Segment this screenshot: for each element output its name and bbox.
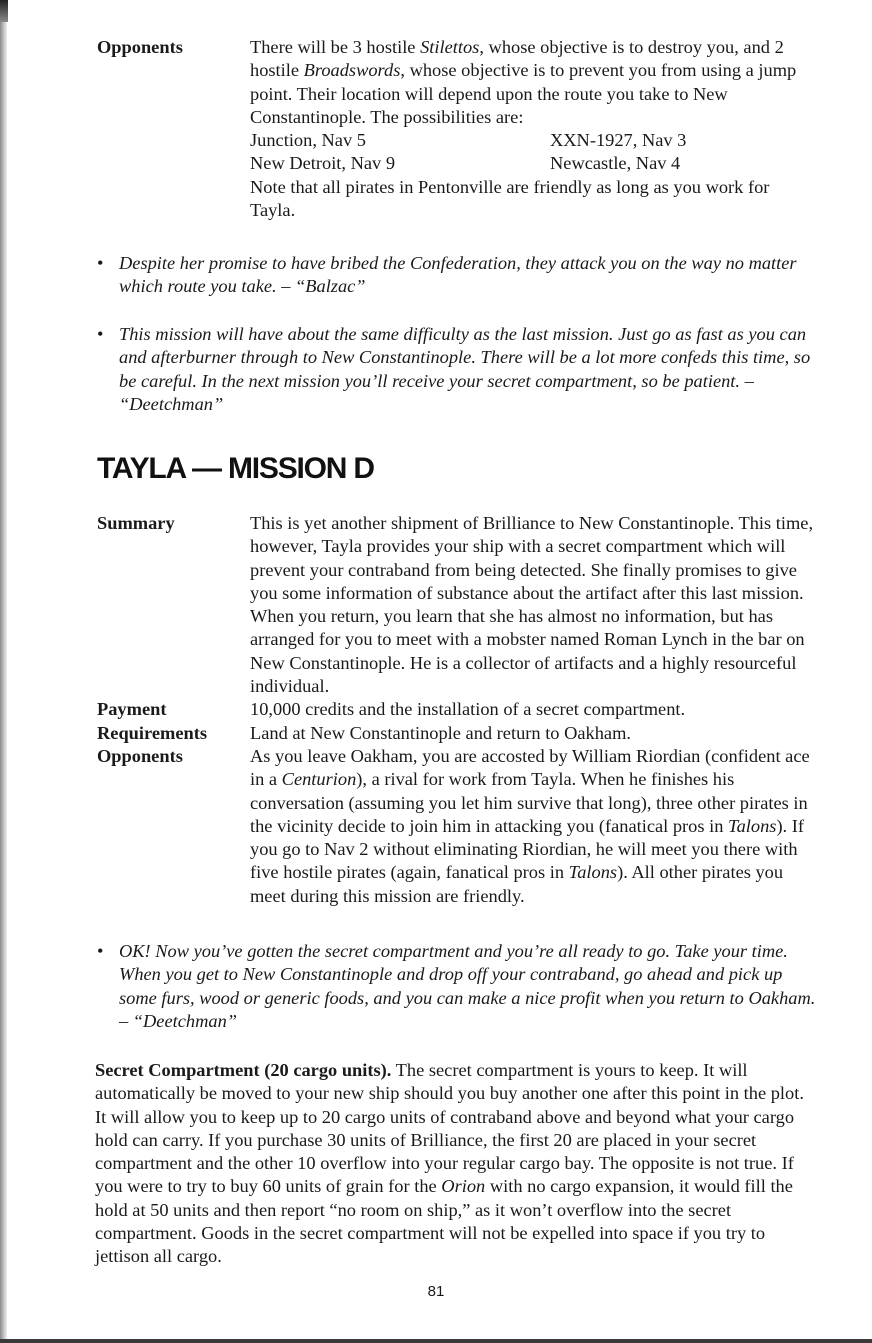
location-item: New Detroit, Nav 9 <box>250 153 396 174</box>
mission-c-opponents-section <box>97 36 817 222</box>
ship-name: Talons <box>568 862 618 883</box>
section-heading: TAYLA — MISSION D <box>97 452 374 485</box>
opponents-description: There will be 3 hostile Stilettos, whose objective is to destroy you, and 2 hostile Broadswords, whose objective is to prevent you from using a jump point. Their location will depend upon the route you take to New Constantinople. The possibilities are: Junction, Nav 5 XXN-1927, Nav 3 New Detroit, Nav 9 Newcastle, Nav 4 Note that all pirates in Pentonville are friendly as long as you work for Tayla. <box>250 36 817 222</box>
definition-row-opponents <box>97 745 817 908</box>
term-label: Opponents <box>97 37 183 57</box>
requirements-text: Land at New Constantinople and return to Oakham. <box>250 722 631 743</box>
definition-row-requirements <box>97 722 817 745</box>
bullet-icon: • <box>97 324 104 344</box>
secret-compartment-paragraph: Secret Compartment (20 cargo units). The secret compartment is yours to keep. It will automatically be moved to your new ship should you buy another one after this point in the plot. It will allow you to keep up to 20 cargo units of contraband above and beyond what your cargo hold can carry. If you purchase 30 units of Brilliance, the first 20 are placed in your secret compartment and the other 10 overflow into your regular cargo bay. The opposite is not true. If you were to try to buy 60 units of grain for the Orion with no cargo expansion, it would fill the hold at 50 units and then report “no room on ship,” as it won’t overflow into the secret compartment. Goods in the secret compartment will not be expelled into space if you try to jettison all cargo. <box>95 1060 804 1267</box>
ship-name: Centurion <box>281 769 357 790</box>
tip-text: This mission will have about the same difficulty as the last mission. Just go as fast as you can and afterburner through to New Constantinople. There will be a lot more confeds this time, so be careful. In the next mission you’ll receive your secret compartment, so be patient. – “Deetchman” <box>119 324 811 414</box>
locations-grid <box>250 129 817 176</box>
location-item: XXN-1927, Nav 3 <box>550 130 687 151</box>
term-label: Payment <box>97 699 167 720</box>
term-label: Summary <box>97 513 175 533</box>
bullet-icon: • <box>97 253 104 273</box>
ship-name: Stilettos <box>420 37 480 57</box>
ship-name: Broadswords <box>303 60 401 81</box>
tip-text: Despite her promise to have bribed the Confederation, they attack you on the way no matter which route you take. – “Balzac” <box>119 253 797 297</box>
ship-name: Talons <box>728 815 777 836</box>
opponents-description: As you leave Oakham, you are accosted by William Riordian (confident ace in a Centurion), a rival for work from Tayla. When he finishes his conversation (assuming you let him survive that long), three other pirates in the vicinity decide to join him in attacking you (fanatical pros in Talons). If you go to Nav 2 without eliminating Riordian, he will meet you there with five hostile pirates (again, fanatical pros in Talons). All other pirates you meet during this mission are friendly. <box>250 745 810 906</box>
bullet-icon: • <box>97 941 104 961</box>
paragraph-title: Secret Compartment (20 cargo units). <box>95 1060 392 1080</box>
location-item: Newcastle, Nav 4 <box>550 153 681 174</box>
mission-c-tip-2 <box>97 323 817 416</box>
summary-text: This is yet another shipment of Brilliance to New Constantinople. This time, however, Tayla provides your ship with a secret compartment which will prevent your contraband from being detected. She finally promises to give you some information of substance about the artifact after this last mission. When you return, you learn that she has almost no information, but has arranged for you to meet with a mobster named Roman Lynch in the bar on New Constantinople. He is a collector of artifacts and a highly resourceful individual. <box>250 513 814 697</box>
friendly-note: Note that all pirates in Pentonville are friendly as long as you work for Tayla. <box>250 176 770 221</box>
mission-d-tip-1 <box>97 940 817 1033</box>
mission-d-details <box>97 512 817 908</box>
definition-row-summary <box>97 512 817 698</box>
location-item: Junction, Nav 5 <box>250 130 366 151</box>
term-label: Requirements <box>97 722 207 743</box>
page-number: 81 <box>427 1283 445 1300</box>
tip-text: OK! Now you’ve gotten the secret compartment and you’re all ready to go. Take your time. When you get to New Constantinople and drop off your contraband, go ahead and pick up some furs, wood or generic foods, and you can make a nice profit when you return to Oakham. – “Deetchman” <box>119 941 816 1031</box>
mission-c-tip-1 <box>97 252 817 299</box>
definition-row-opponents <box>97 36 817 222</box>
term-label: Opponents <box>97 745 183 766</box>
ship-name: Orion <box>441 1176 486 1197</box>
payment-text: 10,000 credits and the installation of a secret compartment. <box>250 699 686 720</box>
definition-row-payment <box>97 698 817 721</box>
